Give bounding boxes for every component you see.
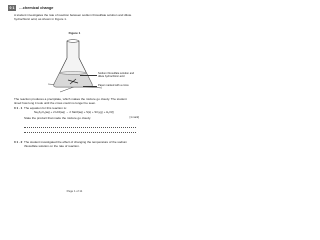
intro-text: A student investigates the rate of reaction between sodium thiosulfate solution and dilute hydrochloric acid, as shown in Figure 1.	[14, 13, 132, 22]
part-01-instruction: State the product that made the mixture go cloudy.	[24, 116, 91, 120]
document-page	[0, 0, 149, 198]
part-01-text: The equation for this reaction is:	[24, 106, 67, 110]
part-02-label: 0 1 . 2	[14, 140, 23, 144]
pointer-line-paper	[83, 86, 97, 87]
reaction-text: The reaction produces a precipitate, which makes the mixture go cloudy. The student timed how long it took until the cross could no longer be seen.	[14, 97, 127, 106]
flask-mouth	[67, 40, 79, 43]
page-footer: Page 1 of 11	[66, 189, 83, 193]
figure-label: Figure 1	[68, 31, 81, 35]
question-heading	[8, 5, 53, 11]
answer-line[interactable]	[24, 132, 136, 133]
liquid-surface	[60, 72, 87, 75]
answer-line[interactable]	[24, 127, 136, 128]
annotation-paper: Paper marked with a cross	[98, 84, 129, 87]
annotation-solution: Sodium thiosulfate solution and dilute hydrochloric acid	[98, 72, 135, 79]
chemical-equation: Na₂S₂O₃(aq) + 2 HCl(aq) → 2 NaCl(aq) + S(s) + SO₂(g) + H₂O(l)	[34, 110, 114, 114]
part-02-text: The student investigated the effect of changing the temperature of the sodium thiosulfate solution on the rate of reaction.	[24, 140, 128, 149]
part-01-label: 0 1 . 1	[14, 106, 23, 110]
question-title: …chemical change	[19, 5, 54, 10]
pointer-line-solution	[80, 75, 97, 76]
question-number: 0 1	[9, 5, 15, 10]
part-01-marks: [1 mark]	[129, 116, 139, 119]
